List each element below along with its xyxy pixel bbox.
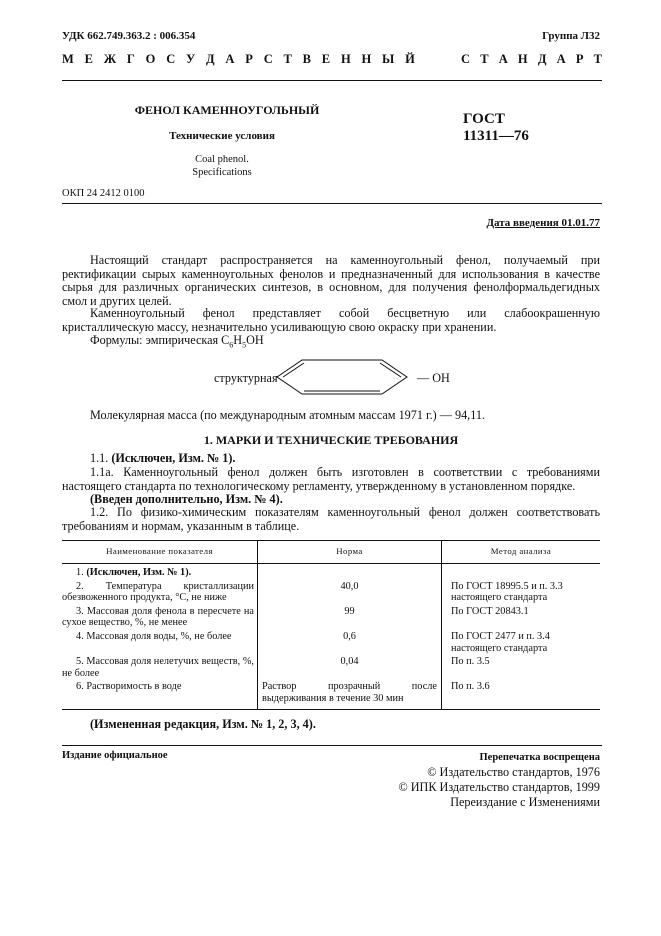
banner-left-letter: Ж bbox=[103, 52, 117, 66]
indicator-cell: 6. Растворимость в воде bbox=[62, 681, 258, 709]
indicator-cell: 5. Массовая доля нелетучих веществ, %, не более bbox=[62, 656, 254, 679]
formula-subscript-carbon: 6 bbox=[229, 340, 234, 350]
indicator-cell: 4. Массовая доля воды, %, не более bbox=[76, 630, 232, 642]
indicator-cell: 2. Температура кристаллизации обезвоженного продукта, °С, не ниже bbox=[62, 580, 255, 604]
banner-left-letter: С bbox=[263, 52, 273, 66]
banner-left-letter: Р bbox=[245, 52, 253, 66]
banner-left-letter: В bbox=[302, 52, 311, 66]
clause-1-1-number: 1.1. bbox=[90, 451, 109, 465]
banner-right-letter: Т bbox=[593, 52, 602, 66]
copyright-1999: © ИПК Издательство стандартов, 1999 bbox=[398, 780, 600, 794]
gost-designation bbox=[463, 111, 563, 145]
column-header-indicator: Наименование показателя bbox=[62, 541, 258, 564]
indicator-cell: 3. Массовая доля фенола в пересчете на сухое вещество, %, не менее bbox=[62, 605, 254, 629]
banner-right-letter: Р bbox=[575, 52, 584, 66]
banner-right-letter: Т bbox=[480, 52, 489, 66]
reissue-note: Переиздание с Изменениями bbox=[450, 795, 600, 809]
amendment-note: (Измененная редакция, Изм. № 1, 2, 3, 4). bbox=[90, 717, 316, 731]
column-header-method: Метод анализа bbox=[442, 541, 601, 564]
okp-code: ОКП 24 2412 0100 bbox=[62, 188, 145, 199]
banner-left-letter: Г bbox=[126, 52, 135, 66]
banner-left-letter: Д bbox=[206, 52, 215, 66]
benzene-double-bond-3 bbox=[380, 363, 401, 377]
table-row bbox=[62, 581, 600, 606]
clause-1-1a-note: (Введен дополнительно, Изм. № 4). bbox=[90, 492, 283, 506]
banner-left-letter: Е bbox=[84, 52, 93, 66]
column-header-norm: Норма bbox=[258, 541, 442, 564]
benzene-double-bond-1 bbox=[283, 363, 304, 377]
official-edition: Издание официальное bbox=[62, 750, 168, 761]
header-divider bbox=[62, 80, 602, 81]
method-cell: По п. 3.6 bbox=[442, 681, 601, 709]
banner-left-letter: А bbox=[225, 52, 235, 66]
gost-number: 11311—76 bbox=[463, 128, 529, 144]
reprint-notice: Перепечатка воспрещена bbox=[479, 752, 600, 763]
banner-left-letter: Й bbox=[405, 52, 415, 66]
formula-label: Формулы: эмпирическая C bbox=[90, 333, 230, 347]
banner-left-letter: Н bbox=[361, 52, 372, 66]
banner-left-letter: О bbox=[145, 52, 156, 66]
clause-1-1a: 1.1а. Каменноугольный фенол должен быть изготовлен в соответствии с требованиями настоящего стандарта по технологическому регламенту, утвержденному в установленном порядке. bbox=[62, 465, 600, 493]
table-header-row bbox=[62, 541, 600, 564]
table-row bbox=[62, 656, 600, 681]
method-cell: По ГОСТ 20843.1 bbox=[442, 606, 601, 631]
banner-left-letter: С bbox=[166, 52, 176, 66]
banner-left-letter: Н bbox=[340, 52, 351, 66]
section-1-heading: 1. МАРКИ И ТЕХНИЧЕСКИЕ ТРЕБОВАНИЯ bbox=[203, 433, 459, 447]
english-name: Coal phenol. bbox=[195, 154, 249, 165]
group-code: Группа Л32 bbox=[542, 30, 600, 42]
formula-subscript-hydrogen: 5 bbox=[242, 340, 247, 350]
banner-left-letter: М bbox=[62, 52, 74, 66]
table-row bbox=[62, 564, 600, 581]
hydroxyl-group-label: — OH bbox=[417, 371, 450, 385]
method-cell: По ГОСТ 2477 и п. 3.4 настоящего стандарта bbox=[442, 631, 601, 656]
requirements-table bbox=[62, 540, 600, 710]
title-divider bbox=[62, 203, 602, 204]
interstate-standard-banner bbox=[62, 52, 602, 67]
udk-code: УДК 662.749.363.2 : 006.354 bbox=[62, 30, 196, 42]
intro-date-label: Дата введения bbox=[486, 217, 559, 229]
copyright-block bbox=[300, 750, 600, 810]
english-subtitle: Specifications bbox=[192, 167, 252, 178]
banner-right-letter: А bbox=[498, 52, 508, 66]
norm-cell: 40,0 bbox=[258, 581, 442, 606]
clause-1-1-excluded: (Исключен, Изм. № 1). bbox=[111, 451, 236, 465]
banner-left-letter: Т bbox=[283, 52, 292, 66]
benzene-ring-diagram bbox=[274, 357, 410, 397]
clause-1-2: 1.2. По физико-химическим показателям каменноугольный фенол должен соответствовать требованиям и нормам, указанным в таблице. bbox=[62, 505, 600, 533]
footer-divider bbox=[62, 745, 602, 746]
banner-word-interstate bbox=[62, 52, 415, 67]
banner-left-letter: У bbox=[186, 52, 196, 66]
norm-cell: 99 bbox=[258, 606, 442, 631]
english-title bbox=[62, 153, 382, 179]
table-row bbox=[62, 631, 600, 656]
formula-hydrogen: H bbox=[233, 333, 243, 347]
banner-right-letter: Н bbox=[517, 52, 528, 66]
method-cell bbox=[442, 564, 601, 581]
introduction-date bbox=[486, 217, 600, 229]
banner-word-standard bbox=[461, 52, 602, 67]
norm-cell: 0,04 bbox=[258, 656, 442, 681]
norm-cell: Раствор прозрачный после выдерживания в течение 30 мин bbox=[258, 681, 442, 709]
molar-mass: Молекулярная масса (по международным атомным массам 1971 г.) — 94,11. bbox=[90, 408, 486, 422]
indicator-cell: 1. (Исключен, Изм. № 1). bbox=[76, 567, 192, 578]
structural-label: структурная bbox=[214, 371, 278, 385]
scope-paragraph: Настоящий стандарт распространяется на каменноугольный фенол, получаемый при ректификации сырых каменноугольных фенолов и предназначенный для использования в качестве сырья для различных органических синтезов, в основном, для получения фенолформальдегидных смол и других целей. bbox=[62, 253, 600, 308]
benzene-ring-outer bbox=[277, 360, 407, 394]
intro-date-value: 01.01.77 bbox=[561, 217, 600, 229]
method-cell: По п. 3.5 bbox=[442, 656, 601, 681]
banner-right-letter: С bbox=[461, 52, 471, 66]
table-row bbox=[62, 681, 600, 709]
method-cell: По ГОСТ 18995.5 и п. 3.3 настоящего стандарта bbox=[442, 581, 601, 606]
clause-1-1 bbox=[62, 452, 600, 466]
banner-left-letter: Ы bbox=[382, 52, 395, 66]
gost-label: ГОСТ bbox=[463, 111, 505, 127]
document-subtitle: Технические условия bbox=[169, 130, 275, 142]
norm-cell: 0,6 bbox=[258, 631, 442, 656]
banner-right-letter: А bbox=[556, 52, 566, 66]
formula-hydroxyl: OH bbox=[246, 333, 264, 347]
document-title: ФЕНОЛ КАМЕННОУГОЛЬНЫЙ bbox=[134, 103, 320, 117]
banner-left-letter: Е bbox=[321, 52, 331, 66]
norm-cell bbox=[258, 564, 442, 581]
table-row bbox=[62, 606, 600, 631]
description-paragraph: Каменноугольный фенол представляет собой бесцветную или слабоокрашенную кристаллическую массу, незначительно усиливающую свою окраску при хранении. bbox=[62, 306, 600, 334]
formula-line bbox=[62, 334, 600, 352]
banner-right-letter: Д bbox=[537, 52, 547, 66]
copyright-1976: © Издательство стандартов, 1976 bbox=[427, 765, 600, 779]
